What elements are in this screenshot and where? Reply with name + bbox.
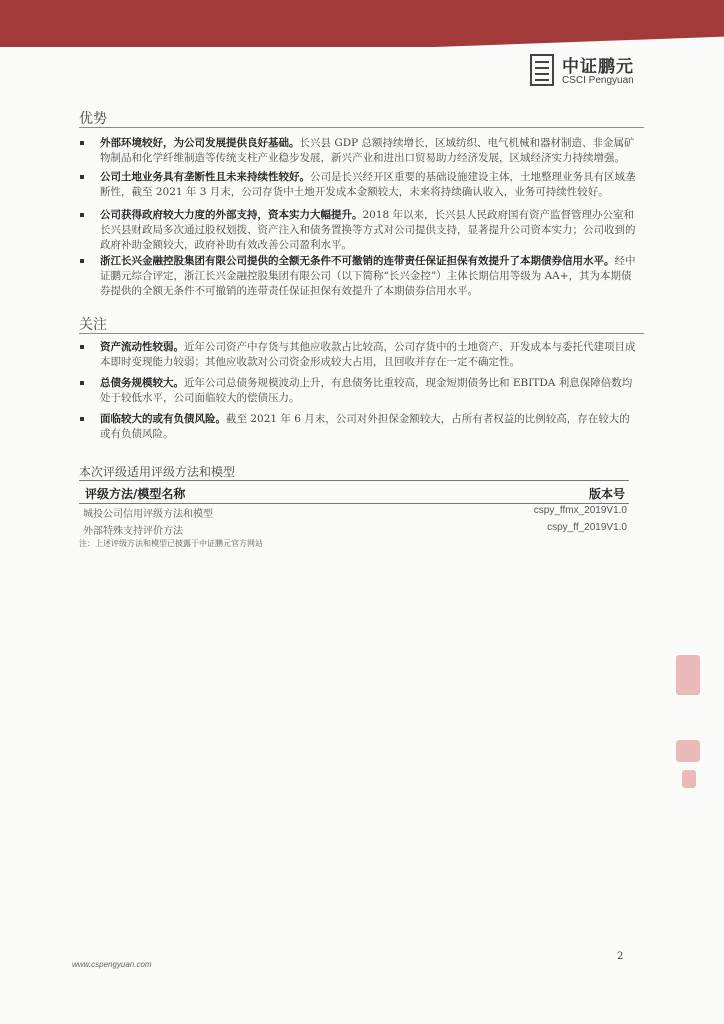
- table-row: [79, 522, 629, 538]
- item-lead: 浙江长兴金融控股集团有限公司提供的全额无条件不可撤销的连带责任保证担保有效提升了本期债券信用水平。: [100, 255, 615, 267]
- advantage-item-3: [80, 208, 640, 253]
- bullet-icon: [80, 381, 84, 385]
- item-text: 截至 2021 年 6 月末，公司对外担保金额较大，占所有者权益的比例较高，存在较大的或有负债风险。: [100, 413, 630, 440]
- method-name: 外部特殊支持评价方法: [83, 526, 183, 537]
- header-band: [0, 0, 724, 47]
- bullet-icon: [80, 259, 84, 263]
- logo-icon: [530, 54, 554, 86]
- advantages-divider: [79, 127, 644, 128]
- item-text: 经中证鹏元综合评定，浙江长兴金融控股集团有限公司（以下简称“长兴金控”）主体长期信用等级为 AA+，其为本期债券提供的全额无条件不可撤销的连带责任保证担保有效提升了本期债券信用水平。: [100, 255, 636, 297]
- concerns-divider: [79, 333, 644, 334]
- item-text: 公司是长兴经开区重要的基础设施建设主体，土地整理业务具有区域垄断性，截至 2021 年 3 月末，公司存货中土地开发成本金额较大，未来将持续确认收入，业务可持续性较好。: [100, 171, 636, 198]
- item-lead: 面临较大的或有负债风险。: [100, 413, 226, 425]
- page-number: 2: [617, 951, 624, 962]
- footer-url: www.cspengyuan.com: [72, 960, 152, 969]
- col-version-header: 版本号: [588, 487, 625, 501]
- method-version: cspy_ffmx_2019V1.0: [533, 505, 627, 516]
- methodology-note: 注：上述评级方法和模型已披露于中证鹏元官方网站: [79, 539, 263, 548]
- item-lead: 资产流动性较弱。: [100, 341, 184, 353]
- methodology-table-header: [79, 480, 629, 504]
- item-text: 近年公司总债务规模波动上升，有息债务比重较高，现金短期债务比和 EBITDA 利息保障倍数均处于较低水平，公司面临较大的偿债压力。: [100, 377, 633, 404]
- col-method-header: 评级方法/模型名称: [85, 487, 186, 501]
- seal-stamp-fragment: [682, 770, 696, 788]
- advantage-item-2: [80, 170, 640, 200]
- advantage-item-4: [80, 254, 640, 299]
- advantage-item-1: [80, 136, 640, 166]
- concern-item-1: [80, 340, 640, 370]
- bullet-icon: [80, 345, 84, 349]
- item-text: 2018 年以来，长兴县人民政府国有资产监督管理办公室和长兴县财政局多次通过股权划拨、资产注入和债务置换等方式对公司提供支持，显著提升公司资本实力；公司收到的政府补助金额较大，政府补助有效改善公司盈利水平。: [100, 209, 636, 251]
- seal-stamp-fragment: [676, 655, 700, 695]
- bullet-icon: [80, 141, 84, 145]
- methodology-title: 本次评级适用评级方法和模型: [79, 465, 236, 479]
- item-lead: 公司获得政府较大力度的外部支持，资本实力大幅提升。: [100, 209, 363, 221]
- concerns-title: 关注: [79, 317, 107, 333]
- bullet-icon: [80, 417, 84, 421]
- item-lead: 外部环境较好，为公司发展提供良好基础。: [100, 137, 300, 149]
- bullet-icon: [80, 175, 84, 179]
- item-text: 近年公司资产中存货与其他应收款占比较高，公司存货中的土地资产、开发成本与委托代建项目成本即时变现能力较弱；其他应收款对公司资金形成较大占用，且回收并存在一定不确定性。: [100, 341, 636, 368]
- advantages-title: 优势: [79, 111, 107, 127]
- seal-stamp-fragment: [676, 740, 700, 762]
- brand-name-cn: 中证鹏元: [562, 57, 634, 77]
- brand-logo: [530, 52, 715, 92]
- table-row: [79, 505, 629, 521]
- brand-name-en: CSCI Pengyuan: [562, 75, 634, 86]
- method-version: cspy_ff_2019V1.0: [547, 522, 627, 533]
- concern-item-3: [80, 412, 640, 442]
- bullet-icon: [80, 213, 84, 217]
- item-lead: 总债务规模较大。: [100, 377, 184, 389]
- concern-item-2: [80, 376, 640, 406]
- method-name: 城投公司信用评级方法和模型: [83, 509, 213, 520]
- item-lead: 公司土地业务具有垄断性且未来持续性较好。: [100, 171, 310, 183]
- item-text: 长兴县 GDP 总额持续增长，区域纺织、电气机械和器材制造、非金属矿物制品和化学纤维制造等传统支柱产业稳步发展，新兴产业和进出口贸易助力经济发展，区域经济实力持续增强。: [100, 137, 635, 164]
